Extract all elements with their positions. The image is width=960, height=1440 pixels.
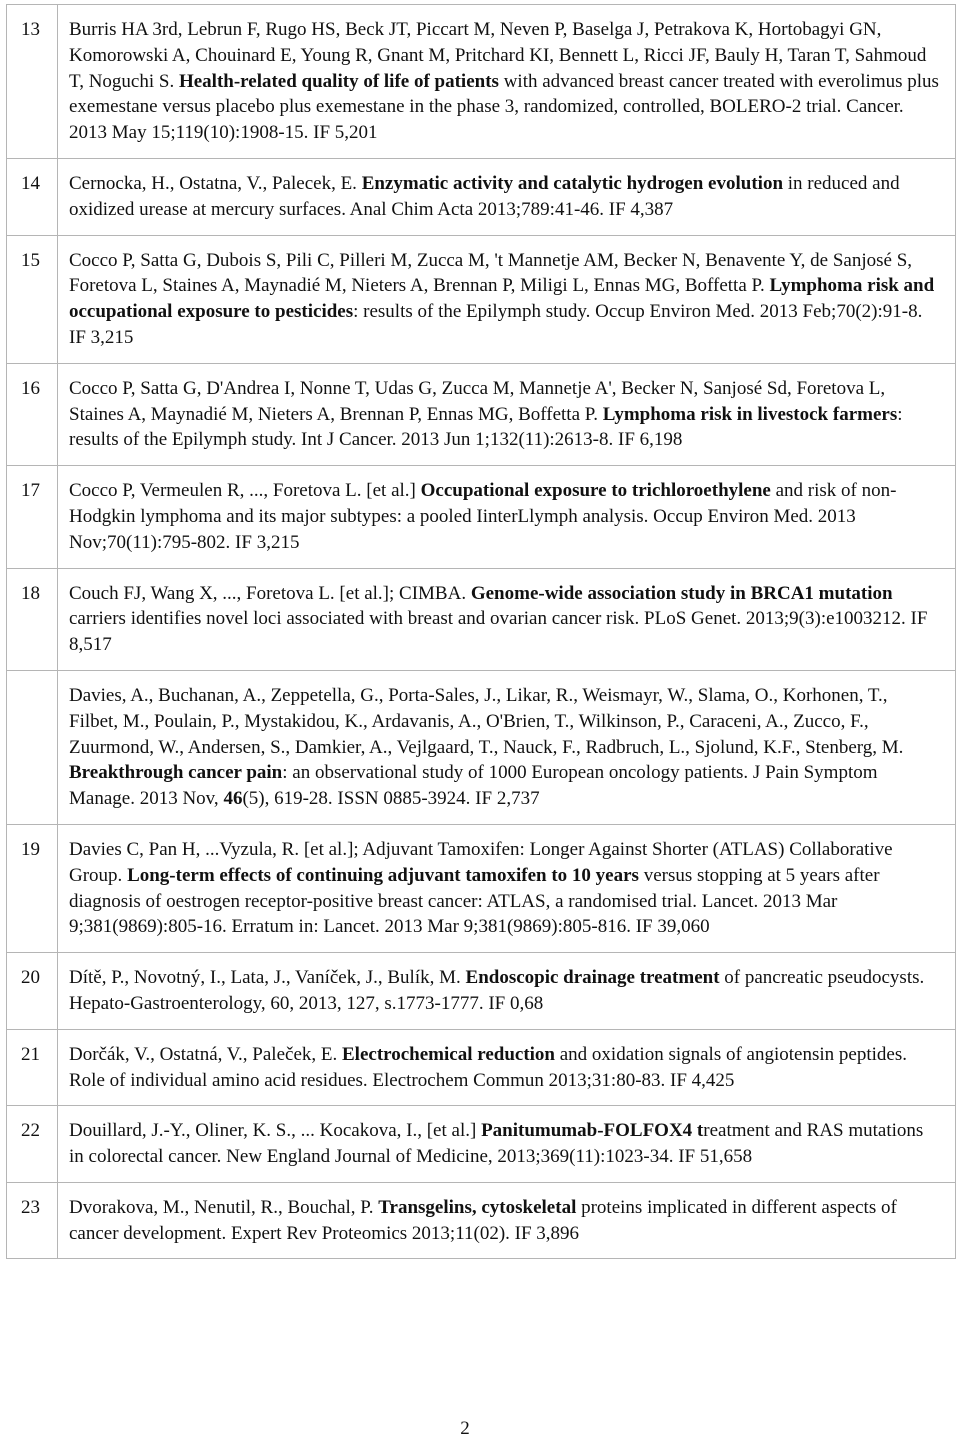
reference-text-cell xyxy=(57,670,956,824)
reference-row xyxy=(6,1029,956,1106)
reference-authors: Dítě, P., Novotný, I., Lata, J., Vaníček, J., Bulík, M. xyxy=(69,967,466,989)
reference-number-cell xyxy=(6,363,57,465)
reference-number-cell xyxy=(6,4,57,158)
reference-citation xyxy=(69,376,941,453)
reference-text-cell xyxy=(57,4,956,158)
reference-text-cell xyxy=(57,1029,956,1106)
reference-number-cell xyxy=(6,235,57,363)
reference-citation xyxy=(69,17,941,146)
reference-details: of pancreatic pseudocysts. Hepato-Gastroenterology, 60, 2013, 127, s.1773-1777. IF 0,68 xyxy=(69,967,925,1014)
reference-text-cell xyxy=(57,363,956,465)
reference-title: Electrochemical reduction xyxy=(342,1043,555,1065)
reference-authors: Cocco P, Satta G, D'Andrea I, Nonne T, Udas G, Zucca M, Mannetje A', Becker N, Sanjosé Sd, Foretova L, Staines A, Maynadié M, Nieters A, Brennan P, Ennas MG, Boffetta P. xyxy=(69,377,886,425)
reference-citation xyxy=(69,965,941,1017)
reference-row xyxy=(6,363,956,465)
reference-number xyxy=(7,671,57,683)
reference-authors: Cocco P, Satta G, Dubois S, Pili C, Pilleri M, Zucca M, 't Mannetje AM, Becker N, Benavente Y, de Sanjosé S, Foretova L, Staines A, Maynadié M, Nieters A, Brennan P, Miligi L, Ennas MG, Boffetta P. xyxy=(69,249,913,297)
reference-details: : results of the Epilymph study. Int J Cancer. 2013 Jun 1;132(11):2613-8. IF 6,198 xyxy=(69,403,903,451)
reference-text-cell xyxy=(57,235,956,363)
reference-number: 18 xyxy=(21,582,40,604)
reference-title: Long-term effects of continuing adjuvant tamoxifen to 10 years xyxy=(127,864,639,886)
reference-citation xyxy=(69,478,941,555)
reference-number-cell xyxy=(6,158,57,235)
reference-citation xyxy=(69,171,941,223)
reference-text-cell xyxy=(57,465,956,567)
reference-title: Breakthrough cancer pain xyxy=(69,762,283,784)
reference-title: Occupational exposure to trichloroethylene xyxy=(420,480,771,502)
reference-title: Endoscopic drainage treatment xyxy=(465,967,720,989)
reference-row xyxy=(6,465,956,567)
reference-number-cell xyxy=(6,465,57,567)
reference-number: 16 xyxy=(21,377,40,399)
reference-citation xyxy=(69,683,941,812)
reference-number: 15 xyxy=(21,249,40,271)
reference-text-cell xyxy=(57,1105,956,1182)
reference-details: versus stopping at 5 years after diagnosis of oestrogen receptor-positive breast cancer: ATLAS, a randomised trial. Lancet. 2013 Mar 9;381(9869):805-16. Erratum in: Lancet. 2013 Mar 9;381(9869):805-816. IF 39,060 xyxy=(69,864,880,938)
reference-details: carriers identifies novel loci associated with breast and ovarian cancer risk. PLoS Genet. 2013;9(3):e1003212. IF 8,517 xyxy=(69,608,928,656)
reference-number-cell xyxy=(6,568,57,670)
reference-details: in reduced and oxidized urease at mercury surfaces. Anal Chim Acta 2013;789:41-46. IF 4,387 xyxy=(69,172,900,220)
reference-number: 20 xyxy=(21,967,40,989)
reference-title: Lymphoma risk and occupational exposure to pesticides xyxy=(69,275,935,323)
reference-details: and risk of non-Hodgkin lymphoma and its major subtypes: a pooled IinterLlymph analysis. Occup Environ Med. 2013 Nov;70(11):795-802. IF 3,215 xyxy=(69,480,897,553)
reference-citation xyxy=(69,1195,941,1247)
reference-number-cell xyxy=(6,824,57,952)
reference-authors: Davies C, Pan H, ...Vyzula, R. [et al.]; Adjuvant Tamoxifen: Longer Against Shorter (ATLAS) Collaborative Group. xyxy=(69,838,893,886)
reference-authors: Cernocka, H., Ostatna, V., Palecek, E. xyxy=(69,172,362,194)
reference-number-cell xyxy=(6,952,57,1029)
reference-authors: Douillard, J.-Y., Oliner, K. S., ... Kocakova, I., [et al.] xyxy=(69,1120,482,1142)
reference-pages: (5), 619-28. ISSN 0885-3924. IF 2,737 xyxy=(242,788,540,810)
reference-list xyxy=(6,4,956,1259)
reference-authors: Cocco P, Vermeulen R, ..., Foretova L. [et al.] xyxy=(69,480,421,502)
reference-details: : an observational study of 1000 European oncology patients. J Pain Symptom Manage. 2013 Nov, xyxy=(69,762,878,810)
reference-details: with advanced breast cancer treated with everolimus plus exemestane versus placebo plus exemestane in the phase 3, randomized, controlled, BOLERO-2 trial. Cancer. 2013 May 15;119(10):1908-15. IF 5,201 xyxy=(69,70,939,144)
reference-row xyxy=(6,670,956,824)
page-number: 2 xyxy=(460,1418,470,1439)
reference-title: Panitumumab-FOLFOX4 t xyxy=(481,1120,704,1142)
reference-citation xyxy=(69,248,941,351)
reference-title: Enzymatic activity and catalytic hydrogen evolution xyxy=(361,172,784,194)
reference-table xyxy=(6,4,956,1259)
reference-number: 23 xyxy=(21,1196,40,1218)
reference-citation xyxy=(69,837,941,940)
reference-title: Lymphoma risk in livestock farmers xyxy=(602,403,898,425)
reference-row xyxy=(6,235,956,363)
reference-authors: Dvorakova, M., Nenutil, R., Bouchal, P. xyxy=(69,1196,379,1218)
reference-details: proteins implicated in different aspects of cancer development. Expert Rev Proteomics 2013;11(02). IF 3,896 xyxy=(69,1196,897,1244)
reference-number-cell xyxy=(6,1182,57,1260)
reference-number: 17 xyxy=(21,480,40,502)
reference-title: Transgelins, cytoskeletal xyxy=(378,1196,577,1218)
reference-title: Genome-wide association study in BRCA1 mutation xyxy=(470,582,893,604)
reference-citation xyxy=(69,1042,941,1094)
reference-row xyxy=(6,1105,956,1182)
reference-details: and oxidation signals of angiotensin peptides. Role of individual amino acid residues. Electrochem Commun 2013;31:80-83. IF 4,425 xyxy=(69,1043,907,1091)
reference-text-cell xyxy=(57,1182,956,1260)
reference-title: Health-related quality of life of patients xyxy=(178,70,499,92)
reference-authors: Dorčák, V., Ostatná, V., Paleček, E. xyxy=(69,1043,342,1065)
reference-number: 13 xyxy=(21,19,40,40)
reference-number-cell xyxy=(6,1105,57,1182)
reference-text-cell xyxy=(57,824,956,952)
reference-number: 14 xyxy=(21,172,40,194)
reference-row xyxy=(6,4,956,158)
reference-volume: 46 xyxy=(223,788,243,810)
reference-number: 19 xyxy=(21,838,40,860)
reference-authors: Couch FJ, Wang X, ..., Foretova L. [et al.]; CIMBA. xyxy=(69,582,471,604)
reference-row xyxy=(6,952,956,1029)
reference-number: 22 xyxy=(21,1120,40,1142)
reference-row xyxy=(6,1182,956,1260)
reference-number-cell xyxy=(6,670,57,824)
reference-text-cell xyxy=(57,952,956,1029)
reference-details: : results of the Epilymph study. Occup Environ Med. 2013 Feb;70(2):91-8. IF 3,215 xyxy=(69,301,923,348)
reference-details: reatment and RAS mutations in colorectal cancer. New England Journal of Medicine, 2013;369(11):1023-34. IF 51,658 xyxy=(69,1120,924,1168)
reference-authors: Burris HA 3rd, Lebrun F, Rugo HS, Beck JT, Piccart M, Neven P, Baselga J, Petrakova K, Hortobagyi GN, Komorowski A, Chouinard E, Young R, Gnant M, Pritchard KI, Bennett L, Ricci JF, Bauly H, Taran T, Sahmoud T, Noguchi S. xyxy=(69,19,927,92)
reference-number-cell xyxy=(6,1029,57,1106)
reference-authors: Davies, A., Buchanan, A., Zeppetella, G., Porta-Sales, J., Likar, R., Weismayr, W., Slama, O., Korhonen, T., Filbet, M., Poulain, P., Mystakidou, K., Ardavanis, A., O'Brien, T., Wilkinson, P., Caraceni, A., Zucco, F., Zuurmond, W., Andersen, S., Damkier, A., Vejlgaard, T., Nauck, F., Radbruch, L., Sjolund, K.F., Stenberg, M. xyxy=(69,684,904,758)
reference-text-cell xyxy=(57,158,956,235)
reference-number: 21 xyxy=(21,1043,40,1065)
reference-citation xyxy=(69,1118,941,1170)
reference-row xyxy=(6,158,956,235)
reference-text-cell xyxy=(57,568,956,670)
reference-row xyxy=(6,824,956,952)
reference-citation xyxy=(69,581,941,658)
reference-row xyxy=(6,568,956,670)
